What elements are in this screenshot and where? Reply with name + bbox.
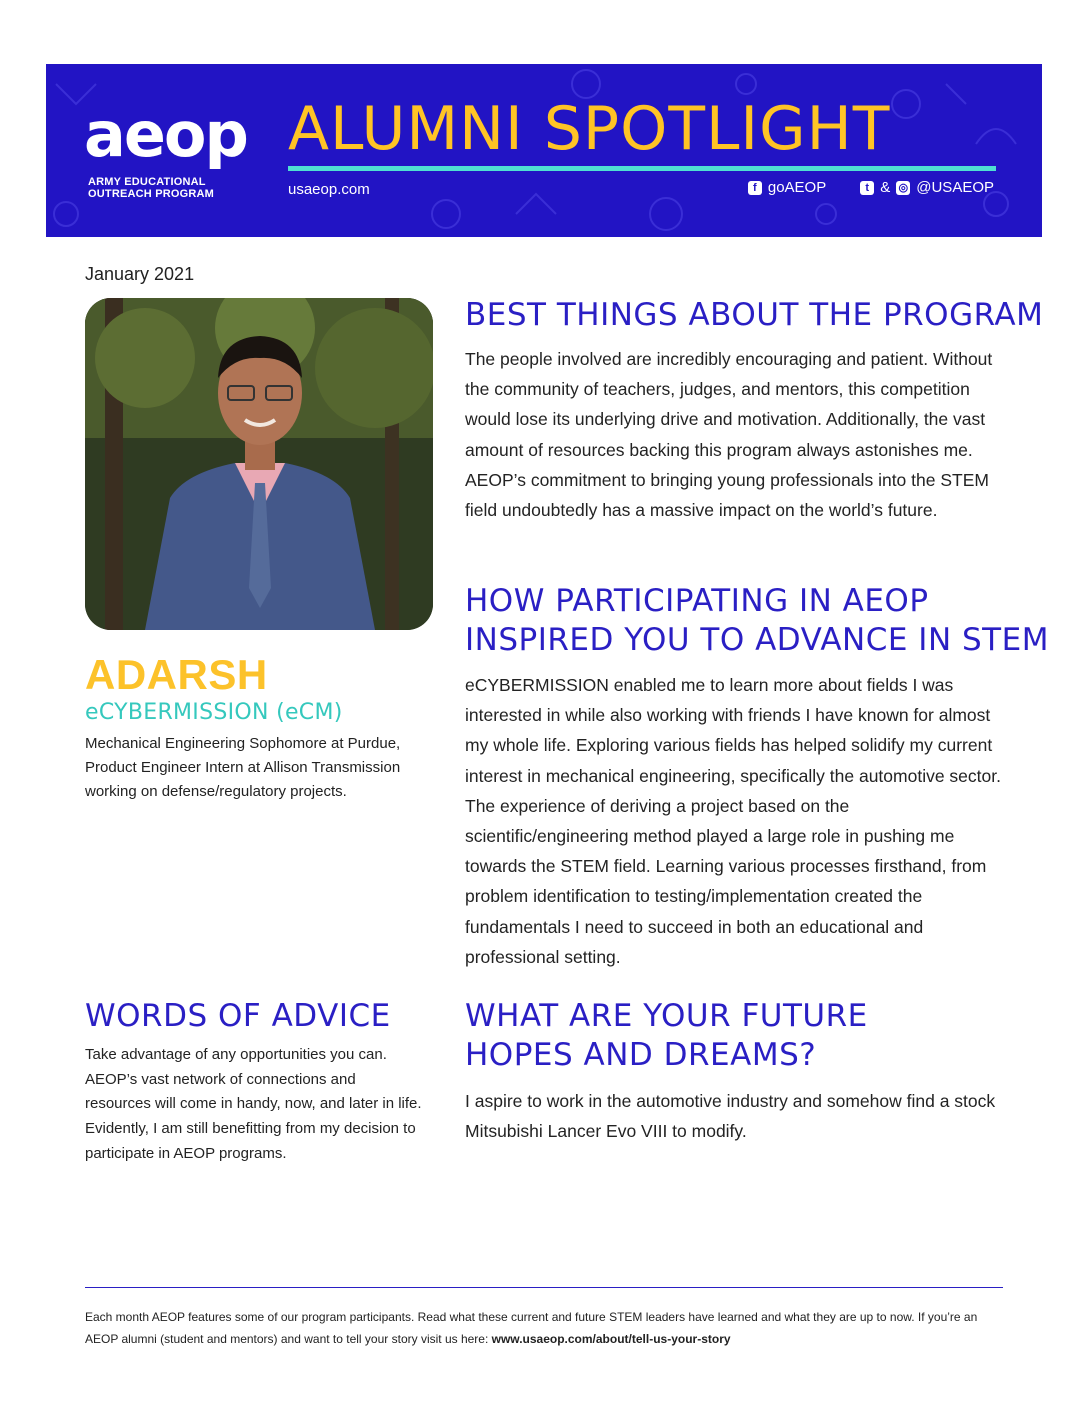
- logo-line2: OUTREACH PROGRAM: [88, 188, 215, 200]
- social-links: [748, 179, 994, 196]
- facebook-handle[interactable]: goAEOP: [767, 179, 827, 196]
- twitter-icon[interactable]: t: [860, 181, 874, 195]
- website-link[interactable]: usaeop.com: [288, 181, 370, 198]
- logo-line1: ARMY EDUCATIONAL: [88, 176, 206, 188]
- section-heading-inspired-line2: INSPIRED YOU TO ADVANCE IN STEM: [465, 622, 1049, 658]
- footer-link[interactable]: www.usaeop.com/about/tell-us-your-story: [491, 1332, 731, 1346]
- amp-separator: &: [880, 179, 891, 196]
- alumni-bio: Mechanical Engineering Sophomore at Purdue, Product Engineer Intern at Allison Transmission working on defense/regulatory projects.: [85, 735, 401, 800]
- section-body-inspired: eCYBERMISSION enabled me to learn more about fields I was interested in while also working with friends I have known for almost my whole life. Exploring various fields has helped solidify my current interest in mechanical engineering, specifically the automotive sector. The experience of deriving a project based on the scientific/engineering method played a large role in pushing me towards the STEM field. Learning various processes firsthand, from problem identification to testing/implementation created the fundamentals I need to succeed in both an educational and professional setting.: [465, 675, 1001, 967]
- alumni-name: ADARSH: [85, 651, 268, 698]
- title-underline: [288, 166, 996, 171]
- footer-note: [85, 1306, 1005, 1350]
- aeop-logo[interactable]: [84, 98, 264, 212]
- facebook-icon[interactable]: f: [748, 181, 762, 195]
- profile-photo: [85, 298, 433, 630]
- section-body-advice: Take advantage of any opportunities you can. AEOP’s vast network of connections and resources will come in handy, now, and later in life. Evidently, I am still benefitting from my decision to participate in AEOP programs.: [85, 1046, 422, 1162]
- instagram-icon[interactable]: ◎: [896, 181, 910, 195]
- section-heading-future-line1: WHAT ARE YOUR FUTURE: [465, 998, 868, 1034]
- logo-wordmark: aeop: [84, 98, 247, 171]
- page-title: ALUMNI SPOTLIGHT: [288, 94, 891, 164]
- header-banner: [46, 64, 1042, 237]
- program-name: eCYBERMISSION (eCM): [85, 700, 343, 725]
- section-body-future: I aspire to work in the automotive industry and somehow find a stock Mitsubishi Lancer Evo VIII to modify.: [465, 1091, 996, 1142]
- footer-text: Each month AEOP features some of our program participants. Read what these current and future STEM leaders have learned and what they are up to now. If you’re an AEOP alumni (student and mentors) and want to tell your story visit us here:: [85, 1310, 978, 1346]
- footer-divider: [85, 1287, 1003, 1288]
- section-heading-best-things: BEST THINGS ABOUT THE PROGRAM: [465, 297, 1044, 333]
- section-heading-advice: WORDS OF ADVICE: [85, 998, 391, 1034]
- logo-subtitle: [88, 176, 214, 200]
- issue-date: January 2021: [85, 264, 195, 284]
- social-handle[interactable]: @USAEOP: [916, 179, 994, 196]
- section-body-best-things: The people involved are incredibly encouraging and patient. Without the community of teachers, judges, and mentors, this competition would lose its underlying drive and motivation. Additionally, the vast amount of resources backing this program always astonishes me. AEOP’s commitment to bringing young professionals into the STEM field undoubtedly has a massive impact on the world’s future.: [465, 349, 993, 521]
- section-heading-future-line2: HOPES AND DREAMS?: [465, 1037, 817, 1073]
- section-heading-inspired-line1: HOW PARTICIPATING IN AEOP: [465, 583, 929, 619]
